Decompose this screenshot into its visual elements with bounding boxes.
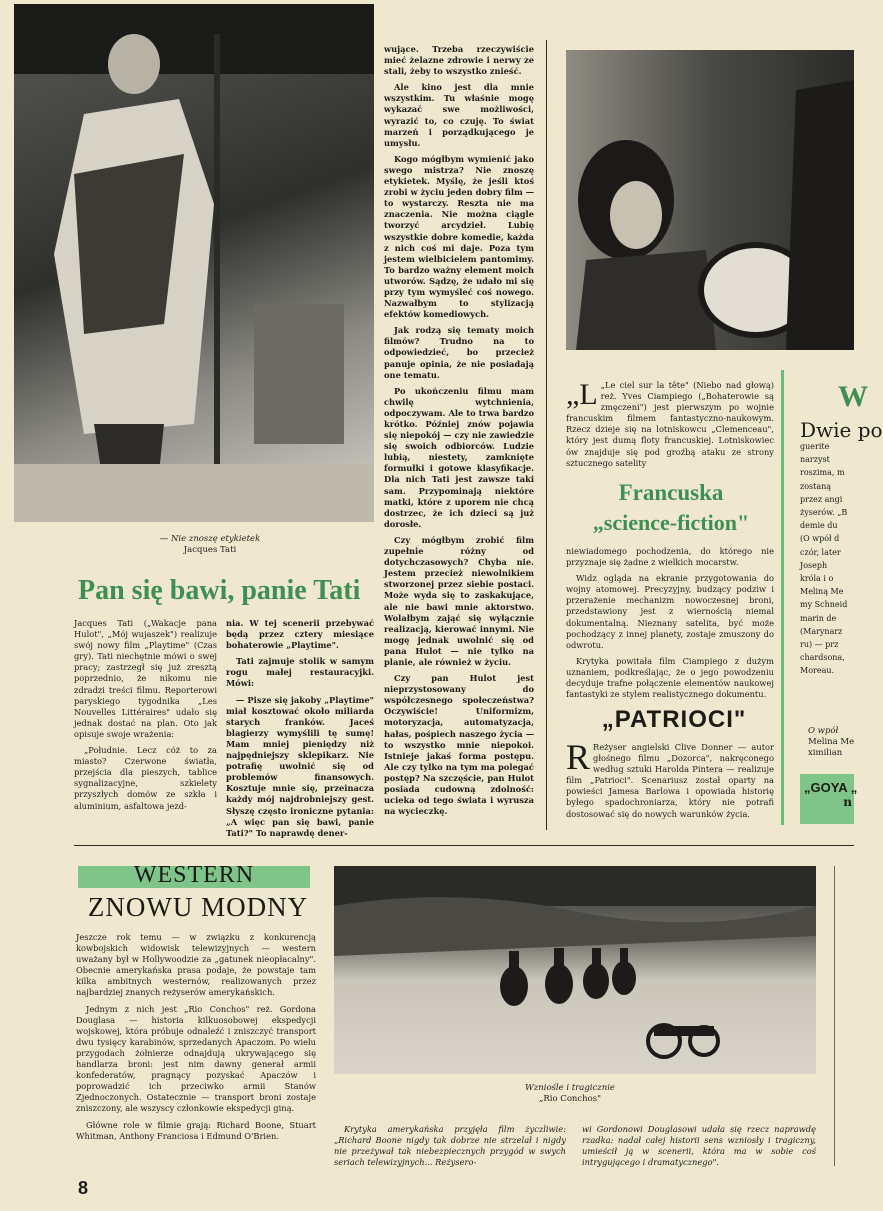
right-strip-line: przez angi xyxy=(800,494,843,504)
right-strip-line: żyserów. „B xyxy=(800,508,848,518)
western-body-p1: Jeszcze rok temu — w związku z konkurencją kowbojskich widowisk telewizyjnych — western uważany był w Hollywoodzie za „gatunek nieopłacalny". Obecnie amerykańska prasa podaje, że powstaje tam kilka ambitnych westernów, realizowanych przez najbardziej znanych reżyserów amerykańskich. xyxy=(76,932,316,998)
patrioci-headline: „PATRIOCI" xyxy=(601,706,747,733)
right-strip-line: Meliną Me xyxy=(800,587,844,597)
right-strip-line: króla i o xyxy=(800,574,834,584)
tati-column-1 xyxy=(74,618,217,828)
tati-col2-p3: — Pisze się jakoby „Playtime" miał kosztować około miliarda starych franków. Jaceś blagierzy wymyślili tę sumę! Mam mniej pieniędzy niż najpędniejszy sklepikarz. Nie potrafię uwolnić się od problemów finansowych. Kosztuje mnie się, przeinacza każdy mój najdrobniejszy gest. Słyszę często ironiczne pytania: „A więc pan się bawi, panie Tati?" To naprawdę dener- xyxy=(226,694,374,838)
right-strip-text xyxy=(800,418,883,680)
francuska-headline-line1: Francuska xyxy=(618,480,724,505)
francuska-body-p2: Widz ogląda na ekranie przygotowania do wojny atomowej. Precyzyjny, budzący podziw i przerażenie mechanizm nowoczesnej broni, przedstawiony jest z wiernością niemal dokumentalną. Nieznany satelita, być może pochodzący z innej planety, zostaje zmuszony do odwrotu. xyxy=(566,573,774,650)
tati-col1-p2: „Południe. Lecz cóż to za miasto? Czerwone światła, przejścia dla pieszych, tablice sygnalizacyjne, szkielety przyszłych domów ze szkła i aluminium, asfaltowa jezd- xyxy=(74,745,217,811)
tati-col3-p5: Po ukończeniu filmu mam chwilę wytchnienia, odpoczywam. Ale to trwa bardzo krótko. Później znów pojawia się niepokój — czy nie zawiedzie się swoich odbiorców. Ludzie lubią, niestety, zamknięte formułki i gotowe klasyfikacje. Dla nich Tati jest zawsze taki sam. Przypominają niektóre matki, które z uporem nie chcą dostrzec, że ich dzieci są już dorosłe. xyxy=(384,385,534,529)
divider-right-bottom xyxy=(834,866,835,1166)
divider-tati-francuska xyxy=(546,40,547,830)
right-strip-line: demie du xyxy=(800,521,838,531)
rio-conchos-photo xyxy=(334,866,816,1074)
tati-col3-p4: Jak rodzą się tematy moich filmów? Trudno na to odpowiedzieć, bo przecież panuje opinia, że nie posiadają one tematu. xyxy=(384,325,534,380)
francuska-headline-line2: „science-fiction" xyxy=(592,510,750,535)
tati-col3-p3: Kogo mógłbym wymienić jako swego mistrza? Nie znoszę etykietek. Myślę, że jeśli ktoś zrobi w życiu jeden dobry film — to wystarczy. Reszta nie ma znaczenia. Nie można ciągle tworzyć arcydzieł. Lubię wszystkie dobre komedie, każda z nich coś mi daje. Poza tym jestem wielbicielem pantomimy. To bardzo ważny element moich utworów. Sądzę, że udało mi się przy tym wymyśleć coś nowego. Nazwałbym to stylizacją efektów komediowych. xyxy=(384,153,534,320)
right-strip-line: roszima, m xyxy=(800,468,845,478)
francuska-headline xyxy=(566,478,776,538)
right-strip-caption: O wpół Melina Me ximilian xyxy=(808,726,855,758)
right-strip-line: (O wpół d xyxy=(800,534,840,544)
right-strip-line: ru) — prz xyxy=(800,640,839,650)
francuska-intro xyxy=(566,380,774,472)
patrioci-body-p: R Reżyser angielski Clive Donner — autor głośnego filmu „Dozorca", nakręconego według sztuki Harolda Pintera — realizuje film „Patrioci". Scenariusz został oparty na powieści Jamesa Barlowa i opowiada historię byłego spadochroniarza, który nie potrafi dostosować się do nowych warunków życia. xyxy=(566,737,774,819)
tati-headline: Pan się bawi, panie Tati xyxy=(78,575,361,606)
patrioci-body xyxy=(566,737,774,828)
right-strip-line: (Marynarz xyxy=(800,626,843,636)
right-strip-headline: W xyxy=(838,380,868,413)
western-headline-line1: WESTERN xyxy=(133,862,255,888)
tati-caption-quote: — Nie znoszę etykietek xyxy=(159,534,261,544)
tati-col2-p2: Tati zajmuje stolik w samym rogu małej restauracyjki. Mówi: xyxy=(226,656,374,689)
western-body-p3: Główne role w filmie grają: Richard Boone, Stuart Whitman, Anthony Franciosa i Edmund O'Brien. xyxy=(76,1119,316,1141)
western-review-p1: Krytyka amerykańska przyjęła film życzliwie: „Richard Boone nigdy tak dobrze nie strzelał i nigdy nie przeżywał tak niebezpiecznych przygód w swych seriach telewizyjnych... Reżysero- xyxy=(334,1124,566,1168)
tati-column-3 xyxy=(384,44,534,828)
rio-caption-line1: Wzniośle i tragicznie xyxy=(525,1083,615,1093)
tati-col3-p7: Czy pan Hulot jest nieprzystosowany do współczesnego społeczeństwa? Oczywiście! Uniformizm, motoryzacja, automatyzacja, hałas, pośpiech naszego życia — to wszystko mnie niepokoi. Istnieje jakaś forma postępu. Ale czy tylko na tym ma polegać postęp? Na szczęście, pan Hulot posiada cudowną zdolność: ucieka od tego świata i wyrusza na wycieczkę. xyxy=(384,673,534,817)
tati-photo xyxy=(14,4,374,522)
tati-col3-p1: wujące. Trzeba rzeczywiście mieć żelazne zdrowie i nerwy ze stali, żeby to wszystko znieść. xyxy=(384,44,534,77)
rio-caption-line2: „Rio Conchos" xyxy=(538,1094,602,1104)
goya-banner: „GOYA „ n xyxy=(800,774,854,824)
goya-headline-fragment: „GOYA „ xyxy=(804,780,858,795)
francuska-body-p1: niewiadomego pochodzenia, do którego nie przyznaje się żadne z wielkich mocarstw. xyxy=(566,546,774,568)
right-strip-line: Joseph xyxy=(800,560,828,570)
right-strip-line: chardsona, xyxy=(800,653,845,663)
tati-col1-p1: Jacques Tati („Wakacje pana Hulot", „Mój wujaszek") realizuje swój nowy film „Playtime" (Czas gry). Tati niechętnie mówi o swej pracy; zastrzegł się już zresztą poprzednio, że nikomu nie zdradzi treści filmu. Reporterowi paryskiego tygodnika „Les Nouvelles Littéraires" udało się jednak dostać na plan. Oto jak opisuje swoje wrażenia: xyxy=(74,618,217,739)
tati-col2-p1: nia. W tej scenerii przebywać będą przez cztery miesiące bohaterowie „Playtime". xyxy=(226,618,374,651)
page-number: 8 xyxy=(78,1178,89,1198)
francuska-intro-p: „L „Le ciel sur la tête" (Niebo nad głową) reż. Yves Ciampiego („Bohaterowie są zmęczeni") jest pierwszym po wojnie francuskim filmem fantastyczno-naukowym. Rzecz dzieje się na lotniskowcu „Clemenceau", który jest dumą floty francuskiej. Lotniskowiec ów znajduje się pod groźbą ataku ze strony sztucznego satelity xyxy=(566,378,774,468)
tati-photo-caption xyxy=(140,534,280,556)
right-strip-line: zostaną xyxy=(800,481,832,491)
divider-green-right xyxy=(781,370,784,825)
right-strip-line: guerite xyxy=(800,442,830,451)
tati-col3-p6: Czy mógłbym zrobić film zupełnie różny od dotychczasowych? Chyba nie. Jestem przecież niewolnikiem stworzonej przez siebie postaci. Może wyda się to zaskakujące, ale nie bawi mnie aktorstwo. Wolałbym zająć się wyłącznie realizacją, kierować innymi. Nie mogę jednak uwolnić się od pana Hulot — nie tylko na planie, ale również w życiu. xyxy=(384,534,534,667)
francuska-body-p3: Krytyka powitała film Ciampiego z dużym uznaniem, podkreślając, że o jego powodzeniu decyduje trafne połączenie elementów naukowej fantastyki ze stylem realistycznego dokumentu. xyxy=(566,655,774,700)
right-strip-line: marin de xyxy=(800,613,837,623)
tati-caption-name: Jacques Tati xyxy=(183,545,237,555)
right-strip-line: czór, later xyxy=(800,547,841,557)
tati-column-2 xyxy=(226,618,374,838)
right-strip-line: narzyst xyxy=(800,455,830,465)
right-strip-line: my Schneid xyxy=(800,600,848,610)
rio-conchos-caption xyxy=(470,1083,670,1105)
right-strip-line: Moreau. xyxy=(800,666,835,676)
divider-horizontal xyxy=(74,845,854,846)
tati-col3-p2: Ale kino jest dla mnie wszystkim. Tu właśnie mogę wykazać swe możliwości, wyrazić to, co czuję. To świat marzeń i porządkującego je umysłu. xyxy=(384,82,534,148)
francuska-body xyxy=(566,546,774,700)
western-review-col2 xyxy=(582,1124,816,1174)
francuska-photo xyxy=(566,50,854,350)
right-strip-line: Dwie po xyxy=(800,418,883,442)
western-body xyxy=(76,932,316,1167)
western-review-p2: wi Gordonowi Douglasowi udała się rzecz naprawdę rzadka: nadał całej historii sens wzniosły i tragiczny, umieścił ją w scenerii, która ma w sobie coś intrygującego i dramatycznego". xyxy=(582,1124,816,1168)
western-review-col1 xyxy=(334,1124,566,1174)
western-body-p2: Jednym z nich jest „Rio Conchos" reż. Gordona Douglasa — historia kilkuosobowej ekspedycji wojskowej, która próbuje odnaleźć i zniszczyć transport dwu tysięcy karabinów, sprzedanych Apaczom. Po wielu przygodach żołnierze odnajdują ukrywającego się handlarza broni: jest nim dawny generał armii konfederatów, pragnący pozyskać Apaczów i poprowadzić ich przeciwko armii Stanów Zjednoczonych. Ostatecznie — transport broni zostaje zniszczony, ale wszyscy członkowie ekspedycji giną. xyxy=(76,1003,316,1114)
western-headline-line2: ZNOWU MODNY xyxy=(87,892,309,922)
francuska-figures-illustration xyxy=(566,50,854,350)
riders-illustration xyxy=(334,866,816,1074)
tati-figure-illustration xyxy=(14,4,374,522)
